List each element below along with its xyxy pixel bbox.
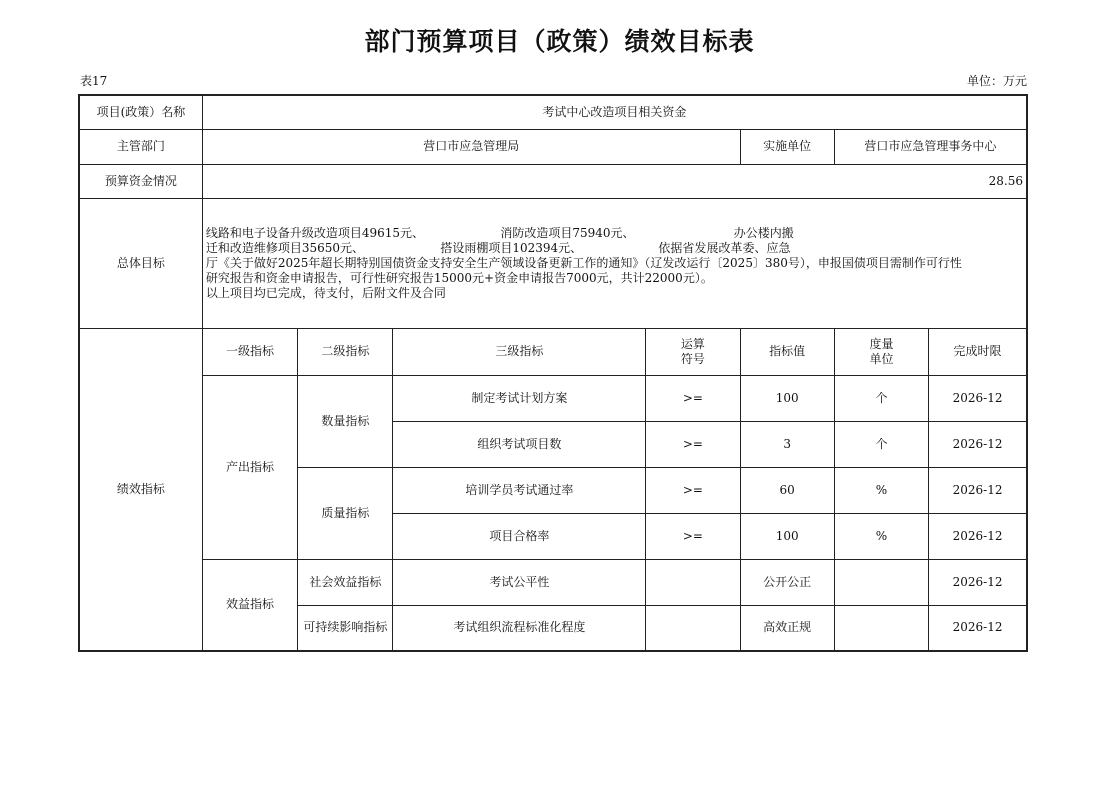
indicator-name: 项目合格率	[393, 513, 646, 559]
indicator-name: 制定考试计划方案	[393, 375, 646, 421]
indicator-deadline: 2026-12	[929, 513, 1027, 559]
group-benefit: 效益指标	[202, 559, 297, 651]
header-operator-line2: 符号	[680, 351, 705, 366]
indicator-value: 100	[740, 375, 834, 421]
budget-value: 28.56	[202, 164, 1027, 198]
page-title: 部门预算项目（政策）绩效目标表	[364, 27, 755, 56]
impl-unit-value: 营口市应急管理事务中心	[834, 129, 1027, 164]
indicator-operator: >=	[646, 467, 740, 513]
project-name-value: 考试中心改造项目相关资金	[202, 95, 1027, 129]
indicator-operator: >=	[646, 375, 740, 421]
header-level3: 三级指标	[393, 328, 646, 375]
header-operator	[646, 328, 740, 375]
group-social: 社会效益指标	[298, 559, 393, 605]
budget-label: 预算资金情况	[79, 164, 202, 198]
indicator-unit	[834, 559, 928, 605]
indicator-value: 100	[740, 513, 834, 559]
table-number: 表17	[80, 74, 108, 88]
header-operator-line1: 运算	[680, 336, 705, 351]
indicator-deadline: 2026-12	[929, 605, 1027, 651]
table-row	[79, 559, 1027, 605]
indicator-unit: 个	[834, 375, 928, 421]
indicator-name: 考试公平性	[393, 559, 646, 605]
indicator-unit: %	[834, 467, 928, 513]
indicator-deadline: 2026-12	[929, 559, 1027, 605]
header-unit	[834, 328, 928, 375]
indicator-deadline: 2026-12	[929, 467, 1027, 513]
group-sustain: 可持续影响指标	[298, 605, 393, 651]
overall-goal-label: 总体目标	[79, 198, 202, 328]
indicator-deadline: 2026-12	[929, 375, 1027, 421]
group-quality: 质量指标	[298, 467, 393, 559]
header-level2: 二级指标	[298, 328, 393, 375]
group-output: 产出指标	[202, 375, 297, 559]
header-deadline: 完成时限	[929, 328, 1027, 375]
overall-goal-cell	[202, 198, 1027, 328]
indicator-operator	[646, 559, 740, 605]
impl-unit-label: 实施单位	[740, 129, 834, 164]
indicator-operator	[646, 605, 740, 651]
dept-value: 营口市应急管理局	[202, 129, 740, 164]
header-level1: 一级指标	[202, 328, 297, 375]
project-name-label: 项目(政策）名称	[79, 95, 202, 129]
indicator-value: 3	[740, 421, 834, 467]
dept-label: 主管部门	[79, 129, 202, 164]
header-unit-line2: 单位	[869, 351, 894, 366]
indicator-name: 考试组织流程标准化程度	[393, 605, 646, 651]
indicator-operator: >=	[646, 513, 740, 559]
indicator-value: 公开公正	[740, 559, 834, 605]
indicator-operator: >=	[646, 421, 740, 467]
indicator-unit	[834, 605, 928, 651]
indicator-name: 组织考试项目数	[393, 421, 646, 467]
perf-indicator-label: 绩效指标	[79, 328, 202, 651]
performance-goal-table	[78, 94, 1028, 652]
indicator-value: 60	[740, 467, 834, 513]
indicator-unit: 个	[834, 421, 928, 467]
overall-goal-text: 线路和电子设备升级改造项目49615元、 消防改造项目75940元、 办公楼内搬 迁和改造维修项目35650元、 搭设雨棚项目102394元、 依据省发展改革委、应急 厅《关于做好2025年超长期特别国债资金支持安全生产领域设备更新工作的通知》（辽发改运行〔2025〕380号），申报国债项目需制作可行性 研究报告和资金申请报告，可行性研究报告15000元+资金申请报告7000元，共计22000元）。 以上项目均已完成，待支付，后附文件及合同	[205, 225, 962, 300]
unit-label: 单位：万元	[966, 74, 1027, 88]
header-value: 指标值	[740, 328, 834, 375]
indicator-unit: %	[834, 513, 928, 559]
indicator-name: 培训学员考试通过率	[393, 467, 646, 513]
group-quantity: 数量指标	[298, 375, 393, 467]
indicator-value: 高效正规	[740, 605, 834, 651]
indicator-deadline: 2026-12	[929, 421, 1027, 467]
header-unit-line1: 度量	[869, 336, 894, 351]
table-row	[79, 375, 1027, 421]
